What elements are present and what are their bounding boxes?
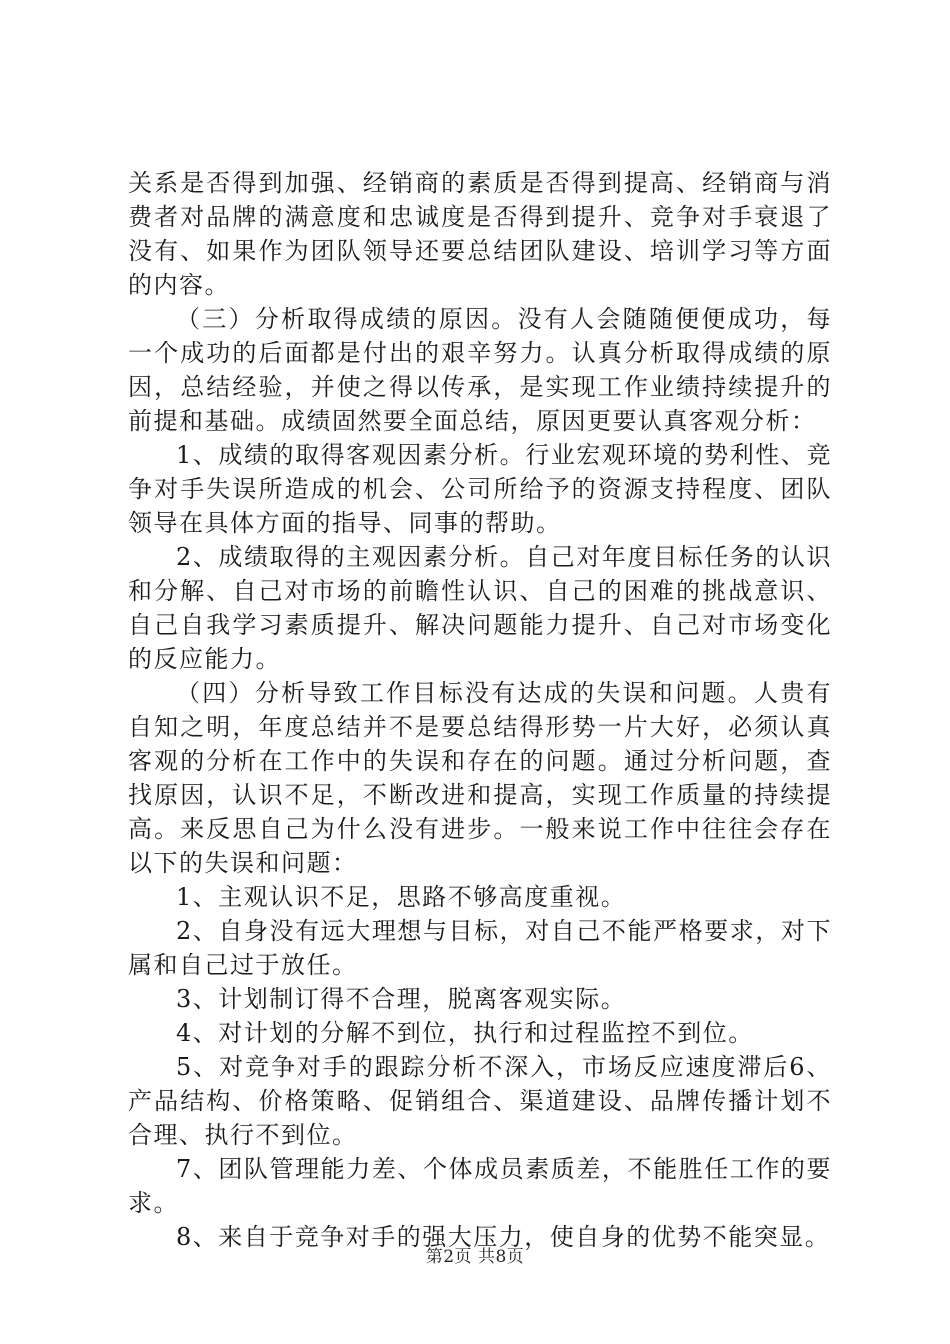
paragraph-continuation: 关系是否得到加强、经销商的素质是否得到提高、经销商与消费者对品牌的满意度和忠诚度是否得到提升、竞争对手衰退了没有、如果作为团队领导还要总结团队建设、培训学习等方面的内容。 <box>128 169 832 299</box>
list-item-7: 7、团队管理能力差、个体成员素质差，不能胜任工作的要求。 <box>128 1155 832 1217</box>
list-item-2: 2、自身没有远大理想与目标，对自己不能严格要求，对下属和自己过于放任。 <box>128 917 832 979</box>
paragraph-subjective-factors: 2、成绩取得的主观因素分析。自己对年度目标任务的认识和分解、自己对市场的前瞻性认识、自己的困难的挑战意识、自己自我学习素质提升、解决问题能力提升、自己对市场变化的反应能力。 <box>128 543 832 673</box>
page-number-footer: 第2页 共8页 <box>425 1247 525 1267</box>
list-item-4: 4、对计划的分解不到位，执行和过程监控不到位。 <box>176 1019 754 1047</box>
list-item-3: 3、计划制订得不合理，脱离客观实际。 <box>176 985 627 1013</box>
paragraph-section-four: （四）分析导致工作目标没有达成的失误和问题。人贵有自知之明，年度总结并不是要总结得形势一片大好，必须认真客观的分析在工作中的失误和存在的问题。通过分析问题，查找原因，认识不足，不断改进和提高，实现工作质量的持续提高。来反思自己为什么没有进步。一般来说工作中往往会存在以下的失误和问题： <box>128 679 832 877</box>
document-body <box>128 166 832 1254</box>
paragraph-section-three: （三）分析取得成绩的原因。没有人会随随便便成功，每一个成功的后面都是付出的艰辛努力。认真分析取得成绩的原因，总结经验，并使之得以传承，是实现工作业绩持续提升的前提和基础。成绩固然要全面总结，原因更要认真客观分析： <box>128 305 832 435</box>
list-item-5: 5、对竞争对手的跟踪分析不深入，市场反应速度滞后6、产品结构、价格策略、促销组合、渠道建设、品牌传播计划不合理、执行不到位。 <box>128 1053 832 1149</box>
list-item-8: 8、来自于竞争对手的强大压力，使自身的优势不能突显。 <box>176 1223 831 1251</box>
list-item-1: 1、主观认识不足，思路不够高度重视。 <box>176 883 627 911</box>
paragraph-objective-factors: 1、成绩的取得客观因素分析。行业宏观环境的势利性、竞争对手失误所造成的机会、公司所给予的资源支持程度、团队领导在具体方面的指导、同事的帮助。 <box>128 441 832 537</box>
